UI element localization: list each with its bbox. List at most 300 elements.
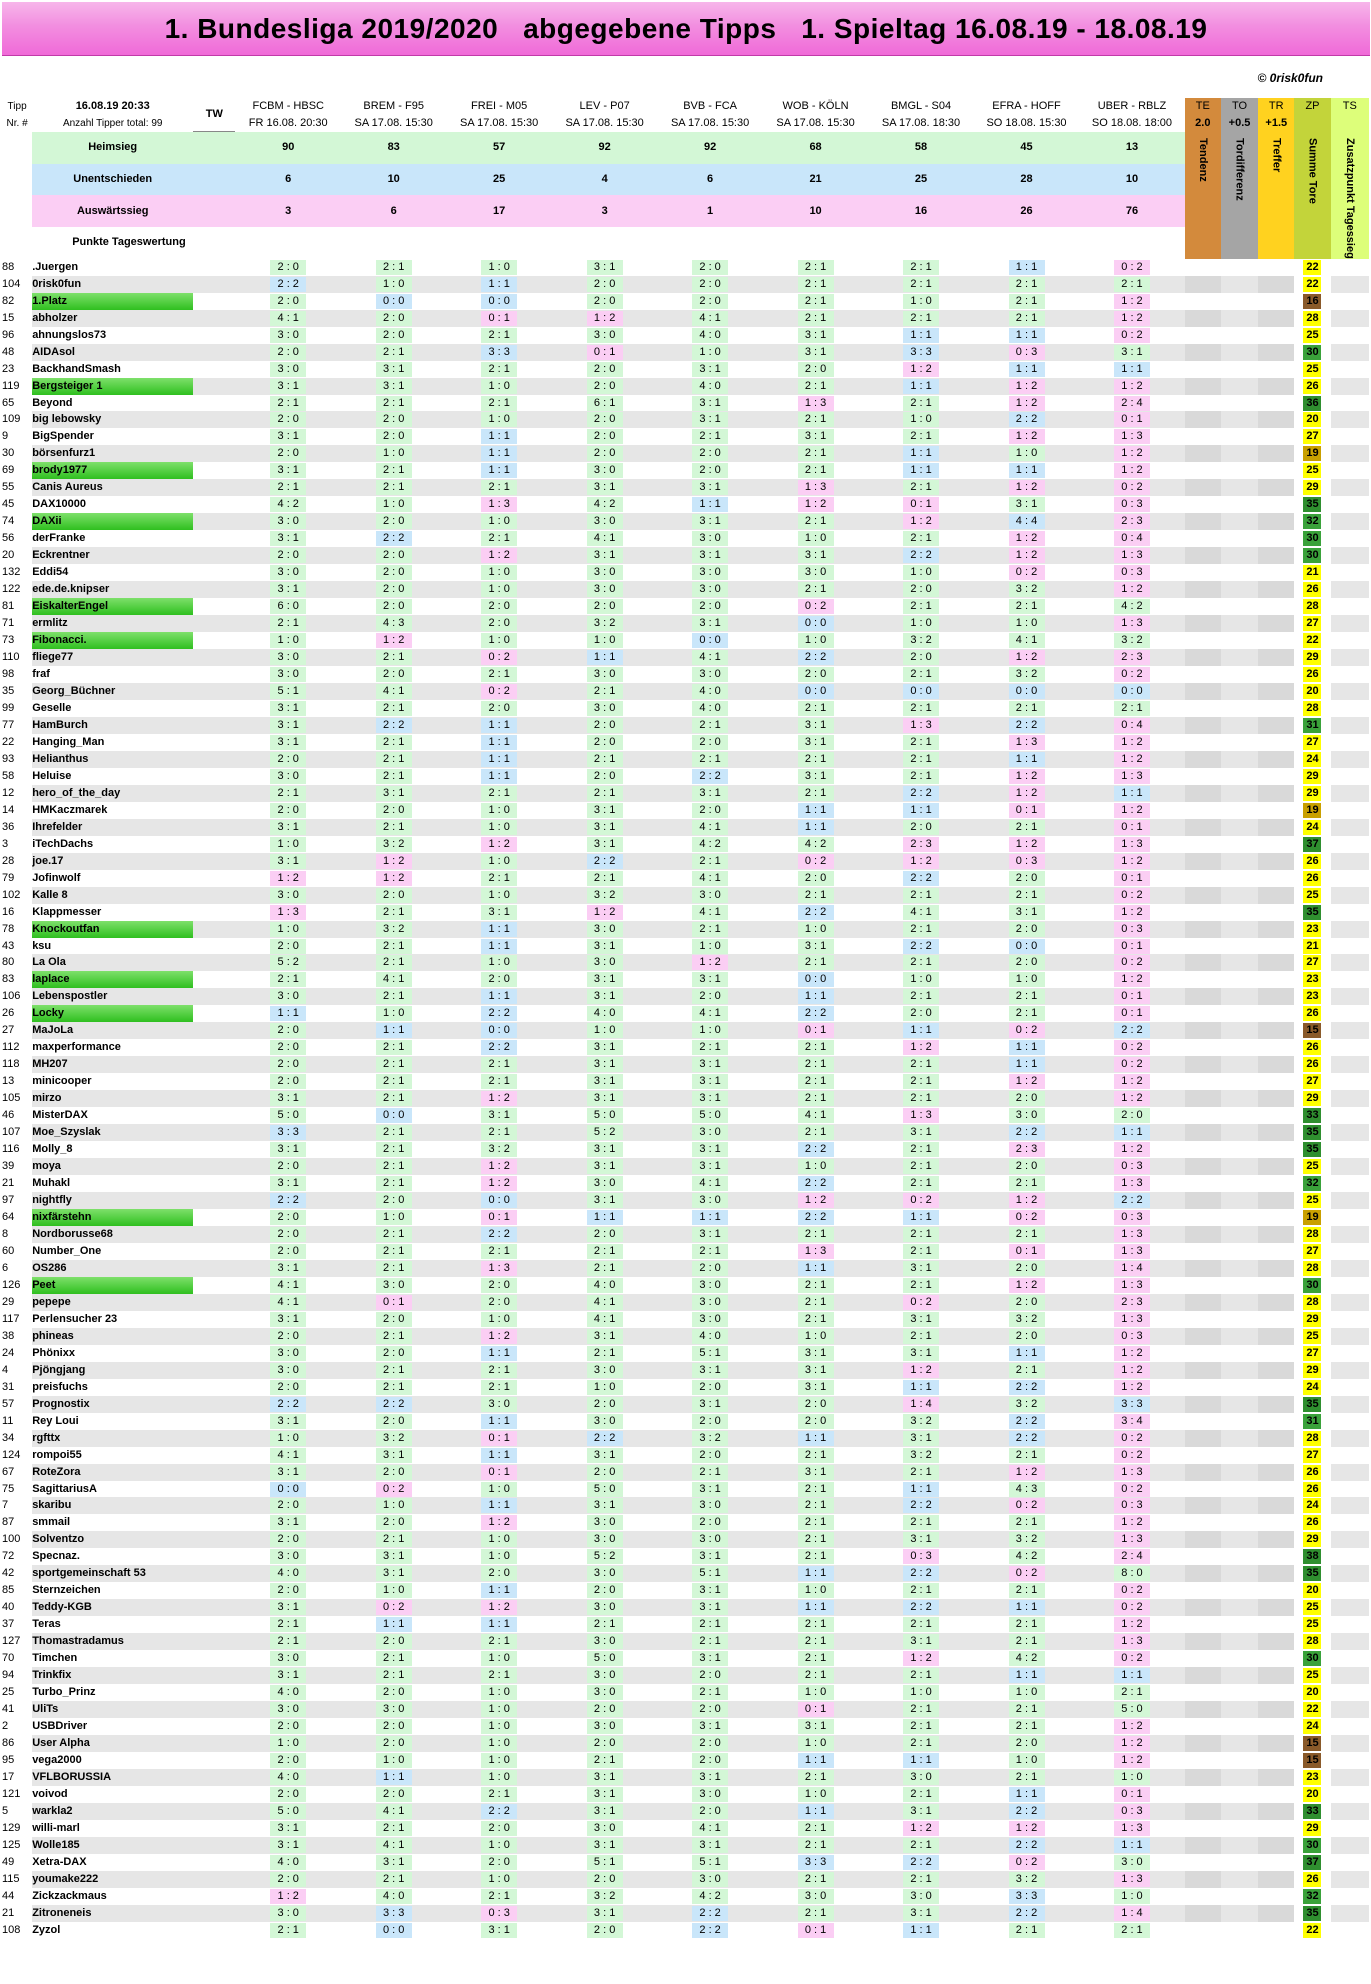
tip-cell bbox=[974, 1430, 1079, 1447]
zp-cell bbox=[1294, 1633, 1330, 1650]
tip-cell bbox=[974, 1073, 1079, 1090]
tw-cell bbox=[193, 1243, 235, 1260]
ts-cell bbox=[1331, 276, 1369, 293]
te-cell bbox=[1185, 819, 1221, 836]
tip-value: 1 : 0 bbox=[1009, 1753, 1045, 1768]
tw-cell bbox=[193, 1005, 235, 1022]
tipper-name: derFranke bbox=[32, 530, 193, 547]
tip-value: 1 : 2 bbox=[1114, 905, 1150, 920]
tip-value: 3 : 1 bbox=[1009, 905, 1045, 920]
ts-cell bbox=[1331, 1175, 1369, 1192]
tip-cell bbox=[1079, 1073, 1184, 1090]
zp-cell bbox=[1294, 462, 1330, 479]
tip-cell bbox=[657, 1616, 762, 1633]
tipper-name: BackhandSmash bbox=[32, 361, 193, 378]
tip-cell bbox=[235, 1328, 340, 1345]
zp-cell bbox=[1294, 1277, 1330, 1294]
tip-cell bbox=[763, 428, 868, 445]
table-row bbox=[2, 1718, 1369, 1735]
tip-cell bbox=[341, 1039, 446, 1056]
ts-cell bbox=[1331, 717, 1369, 734]
tip-value: 0 : 2 bbox=[1114, 480, 1150, 495]
ts-cell bbox=[1331, 1769, 1369, 1786]
zp-cell bbox=[1294, 666, 1330, 683]
tipp-nr: 4 bbox=[2, 1363, 9, 1376]
tipp-nr: 25 bbox=[2, 1684, 32, 1701]
tip-value: 3 : 1 bbox=[903, 1634, 939, 1649]
tip-value: 2 : 1 bbox=[376, 1057, 412, 1072]
tw-cell bbox=[193, 938, 235, 955]
tip-cell bbox=[446, 1141, 551, 1158]
tip-value: 1 : 0 bbox=[903, 412, 939, 427]
tip-value: 1 : 0 bbox=[798, 531, 834, 546]
tw-cell bbox=[193, 751, 235, 768]
tip-value: 2 : 1 bbox=[376, 1159, 412, 1174]
tip-value: 3 : 1 bbox=[270, 379, 306, 394]
tip-cell bbox=[341, 1362, 446, 1379]
to-cell bbox=[1221, 1073, 1258, 1090]
tipp-nr: 22 bbox=[2, 734, 32, 751]
unent-count: 25 bbox=[446, 164, 551, 196]
tip-value: 2 : 0 bbox=[270, 1532, 306, 1547]
tip-value: 3 : 1 bbox=[587, 1448, 623, 1463]
zp-cell bbox=[1294, 581, 1330, 598]
to-cell bbox=[1221, 411, 1258, 428]
tip-value: 3 : 0 bbox=[692, 1498, 728, 1513]
to-cell bbox=[1221, 581, 1258, 598]
tip-value: 1 : 1 bbox=[1009, 1600, 1045, 1615]
tip-value: 1 : 0 bbox=[270, 922, 306, 937]
tw-cell bbox=[193, 1820, 235, 1837]
tip-cell bbox=[974, 1396, 1079, 1413]
table-row bbox=[2, 1039, 1369, 1056]
tip-cell bbox=[552, 802, 657, 819]
tip-value: 2 : 1 bbox=[587, 1244, 623, 1259]
tipp-nr: 13 bbox=[2, 1073, 32, 1090]
tip-cell bbox=[763, 378, 868, 395]
zp-cell bbox=[1294, 1701, 1330, 1718]
tip-cell bbox=[657, 1905, 762, 1922]
tw-cell bbox=[193, 378, 235, 395]
tip-value: 2 : 0 bbox=[376, 1515, 412, 1530]
tip-value: 2 : 0 bbox=[1009, 1261, 1045, 1276]
tip-value: 0 : 2 bbox=[1114, 1482, 1150, 1497]
tip-value: 1 : 2 bbox=[481, 837, 517, 852]
tip-value: 0 : 2 bbox=[1114, 888, 1150, 903]
tip-value: 1 : 1 bbox=[481, 939, 517, 954]
tip-value: 3 : 2 bbox=[481, 1142, 517, 1157]
tip-cell bbox=[552, 428, 657, 445]
tip-value: 1 : 2 bbox=[376, 854, 412, 869]
table-row bbox=[2, 1243, 1369, 1260]
zp-value: 20 bbox=[1303, 684, 1321, 699]
tip-value: 1 : 1 bbox=[692, 1210, 728, 1225]
zp-value: 28 bbox=[1303, 1227, 1321, 1242]
tr-cell bbox=[1258, 870, 1294, 887]
to-cell bbox=[1221, 513, 1258, 530]
tip-cell bbox=[446, 632, 551, 649]
tip-cell bbox=[1079, 836, 1184, 853]
tip-value: 2 : 1 bbox=[1009, 701, 1045, 716]
table-row bbox=[2, 1803, 1369, 1820]
tip-cell bbox=[868, 1226, 973, 1243]
tip-cell bbox=[552, 1311, 657, 1328]
to-cell bbox=[1221, 1803, 1258, 1820]
tip-value: 1 : 0 bbox=[481, 1651, 517, 1666]
tip-value: 2 : 2 bbox=[270, 1193, 306, 1208]
tipp-nr: 16 bbox=[2, 904, 32, 921]
tip-cell bbox=[341, 768, 446, 785]
zp-cell bbox=[1294, 1820, 1330, 1837]
table-row bbox=[2, 1481, 1369, 1498]
tip-value: 2 : 2 bbox=[587, 854, 623, 869]
table-row bbox=[2, 344, 1369, 361]
tip-value: 3 : 0 bbox=[587, 1719, 623, 1734]
tip-value: 4 : 2 bbox=[1009, 1549, 1045, 1564]
tip-cell bbox=[446, 700, 551, 717]
te-cell bbox=[1185, 1718, 1221, 1735]
to-cell bbox=[1221, 276, 1258, 293]
table-row bbox=[2, 1294, 1369, 1311]
tip-value: 5 : 0 bbox=[692, 1108, 728, 1123]
tip-value: 3 : 0 bbox=[692, 1125, 728, 1140]
tip-value: 0 : 0 bbox=[692, 633, 728, 648]
tip-value: 3 : 1 bbox=[270, 1515, 306, 1530]
tip-value: 3 : 1 bbox=[692, 1159, 728, 1174]
te-cell bbox=[1185, 802, 1221, 819]
tip-value: 2 : 2 bbox=[481, 1006, 517, 1021]
tip-value: 3 : 1 bbox=[692, 480, 728, 495]
tip-cell bbox=[974, 1260, 1079, 1277]
tip-cell bbox=[446, 1379, 551, 1396]
tip-value: 1 : 2 bbox=[1114, 379, 1150, 394]
tipper-name: Ihrefelder bbox=[32, 819, 193, 836]
tip-value: 3 : 1 bbox=[270, 1312, 306, 1327]
table-row bbox=[2, 683, 1369, 700]
tipper-name: Eckrentner bbox=[32, 547, 193, 564]
tw-cell bbox=[193, 1701, 235, 1718]
tip-value: 1 : 1 bbox=[903, 379, 939, 394]
tw-cell bbox=[193, 1022, 235, 1039]
tip-cell bbox=[974, 1464, 1079, 1481]
tip-value: 1 : 2 bbox=[481, 1091, 517, 1106]
te-cell bbox=[1185, 1243, 1221, 1260]
tip-value: 2 : 2 bbox=[270, 277, 306, 292]
tip-cell bbox=[446, 496, 551, 513]
tip-cell bbox=[974, 700, 1079, 717]
tip-cell bbox=[974, 632, 1079, 649]
ts-cell bbox=[1331, 768, 1369, 785]
tip-cell bbox=[446, 1277, 551, 1294]
ts-cell bbox=[1331, 1599, 1369, 1616]
tip-cell bbox=[868, 1328, 973, 1345]
ts-cell bbox=[1331, 1277, 1369, 1294]
tip-cell bbox=[235, 1277, 340, 1294]
zp-value: 27 bbox=[1303, 1244, 1321, 1259]
tip-value: 1 : 3 bbox=[270, 905, 306, 920]
tip-cell bbox=[1079, 530, 1184, 547]
tipp-nr: 29 bbox=[2, 1295, 15, 1308]
tip-cell bbox=[552, 904, 657, 921]
tip-cell bbox=[974, 887, 1079, 904]
tip-cell bbox=[974, 1481, 1079, 1498]
tip-value: 1 : 2 bbox=[1114, 854, 1150, 869]
tipper-name: Helianthus bbox=[32, 751, 193, 768]
table-row bbox=[2, 1667, 1369, 1684]
tip-value: 1 : 1 bbox=[1009, 260, 1045, 275]
tip-cell bbox=[657, 1090, 762, 1107]
tip-value: 2 : 0 bbox=[587, 1702, 623, 1717]
tip-value: 2 : 0 bbox=[692, 260, 728, 275]
tip-value: 1 : 2 bbox=[903, 854, 939, 869]
zp-value: 25 bbox=[1303, 1617, 1321, 1632]
tip-value: 0 : 1 bbox=[1114, 871, 1150, 886]
table-row bbox=[2, 1599, 1369, 1616]
tip-value: 3 : 1 bbox=[481, 1923, 517, 1938]
tip-cell bbox=[868, 1769, 973, 1786]
tipper-name: Molly_8 bbox=[32, 1141, 193, 1158]
tip-cell bbox=[868, 1786, 973, 1803]
tip-cell bbox=[1079, 1056, 1184, 1073]
to-cell bbox=[1221, 785, 1258, 802]
ts-cell bbox=[1331, 1531, 1369, 1548]
zp-value: 32 bbox=[1303, 1176, 1321, 1191]
tipp-nr: 30 bbox=[2, 447, 15, 460]
tw-cell bbox=[193, 632, 235, 649]
tip-value: 2 : 0 bbox=[376, 311, 412, 326]
tip-cell bbox=[552, 1277, 657, 1294]
tip-cell bbox=[763, 1667, 868, 1684]
tip-cell bbox=[1079, 547, 1184, 564]
tip-cell bbox=[341, 1056, 446, 1073]
table-row bbox=[2, 1514, 1369, 1531]
tip-cell bbox=[763, 1141, 868, 1158]
tipper-name: Zickzackmaus bbox=[32, 1888, 193, 1905]
tip-cell bbox=[341, 785, 446, 802]
tip-cell bbox=[446, 666, 551, 683]
tip-value: 1 : 0 bbox=[798, 1583, 834, 1598]
table-row bbox=[2, 293, 1369, 310]
tip-cell bbox=[341, 887, 446, 904]
tip-value: 2 : 0 bbox=[587, 1736, 623, 1751]
tip-cell bbox=[1079, 1837, 1184, 1854]
ts-cell bbox=[1331, 1379, 1369, 1396]
tip-cell bbox=[446, 547, 551, 564]
te-cell bbox=[1185, 1616, 1221, 1633]
ts-cell bbox=[1331, 344, 1369, 361]
tip-cell bbox=[868, 1124, 973, 1141]
tip-value: 2 : 1 bbox=[270, 1634, 306, 1649]
tr-cell bbox=[1258, 462, 1294, 479]
tipp-nr: 27 bbox=[2, 1024, 15, 1037]
tip-cell bbox=[868, 1497, 973, 1514]
tip-cell bbox=[552, 530, 657, 547]
tip-cell bbox=[1079, 1565, 1184, 1582]
tip-cell bbox=[657, 1039, 762, 1056]
zp-cell bbox=[1294, 496, 1330, 513]
tr-cell bbox=[1258, 496, 1294, 513]
tip-value: 2 : 0 bbox=[1009, 871, 1045, 886]
to-cell bbox=[1221, 1039, 1258, 1056]
tip-value: 2 : 1 bbox=[1009, 1227, 1045, 1242]
to-cell bbox=[1221, 598, 1258, 615]
tip-cell bbox=[446, 1667, 551, 1684]
tip-cell bbox=[974, 971, 1079, 988]
tip-cell bbox=[235, 1531, 340, 1548]
tip-cell bbox=[552, 1226, 657, 1243]
tip-cell bbox=[341, 1565, 446, 1582]
tip-value: 1 : 0 bbox=[692, 1023, 728, 1038]
tipp-nr: 9 bbox=[2, 428, 32, 445]
te-cell bbox=[1185, 1362, 1221, 1379]
tipp-nr: 49 bbox=[2, 1854, 32, 1871]
tr-label bbox=[1258, 132, 1294, 259]
tipper-name: Peet bbox=[32, 1277, 193, 1294]
tip-value: 2 : 2 bbox=[1009, 1125, 1045, 1140]
tip-value: 1 : 0 bbox=[481, 1736, 517, 1751]
tip-value: 3 : 1 bbox=[692, 786, 728, 801]
tip-value: 2 : 1 bbox=[1009, 1176, 1045, 1191]
tr-cell bbox=[1258, 1124, 1294, 1141]
tip-cell bbox=[552, 683, 657, 700]
tip-value: 2 : 2 bbox=[376, 1397, 412, 1412]
tip-value: 2 : 1 bbox=[798, 1482, 834, 1497]
zp-cell bbox=[1294, 1650, 1330, 1667]
tip-cell bbox=[974, 1650, 1079, 1667]
tipper-name: ermlitz bbox=[32, 615, 193, 632]
tip-value: 0 : 3 bbox=[1114, 497, 1150, 512]
tip-cell bbox=[552, 1667, 657, 1684]
table-row bbox=[2, 1362, 1369, 1379]
tip-value: 1 : 0 bbox=[1009, 446, 1045, 461]
tip-cell bbox=[341, 1107, 446, 1124]
tip-value: 2 : 2 bbox=[376, 718, 412, 733]
tip-value: 0 : 0 bbox=[1009, 939, 1045, 954]
tip-value: 1 : 0 bbox=[481, 1532, 517, 1547]
te-cell bbox=[1185, 581, 1221, 598]
tip-cell bbox=[657, 530, 762, 547]
table-row bbox=[2, 445, 1369, 462]
tip-value: 0 : 1 bbox=[1114, 820, 1150, 835]
tip-value: 0 : 0 bbox=[481, 1193, 517, 1208]
tr-header: TR bbox=[1258, 98, 1294, 115]
tip-value: 2 : 0 bbox=[692, 1380, 728, 1395]
tip-value: 3 : 0 bbox=[587, 1668, 623, 1683]
tip-cell bbox=[552, 1107, 657, 1124]
tw-cell bbox=[193, 479, 235, 496]
tw-cell bbox=[193, 819, 235, 836]
tip-cell bbox=[235, 1090, 340, 1107]
unent-count: 10 bbox=[341, 164, 446, 196]
tip-cell bbox=[763, 1786, 868, 1803]
tip-value: 1 : 1 bbox=[798, 1431, 834, 1446]
tip-value: 2 : 1 bbox=[903, 1617, 939, 1632]
tip-cell bbox=[1079, 293, 1184, 310]
ts-cell bbox=[1331, 1124, 1369, 1141]
tip-cell bbox=[868, 971, 973, 988]
tip-cell bbox=[763, 666, 868, 683]
tip-cell bbox=[1079, 344, 1184, 361]
to-cell bbox=[1221, 1888, 1258, 1905]
tip-value: 3 : 1 bbox=[270, 1465, 306, 1480]
tipp-nr: 14 bbox=[2, 802, 32, 819]
tip-value: 4 : 0 bbox=[587, 1278, 623, 1293]
tw-cell bbox=[193, 1141, 235, 1158]
tip-cell bbox=[446, 1413, 551, 1430]
tipp-nr: 118 bbox=[2, 1058, 20, 1071]
to-cell bbox=[1221, 1735, 1258, 1752]
tipp-nr: 129 bbox=[2, 1820, 32, 1837]
tr-cell bbox=[1258, 853, 1294, 870]
table-row bbox=[2, 1633, 1369, 1650]
tip-cell bbox=[552, 1005, 657, 1022]
tip-cell bbox=[341, 1633, 446, 1650]
tip-cell bbox=[552, 1565, 657, 1582]
tip-cell bbox=[552, 411, 657, 428]
zp-cell bbox=[1294, 378, 1330, 395]
tip-cell bbox=[552, 870, 657, 887]
tip-value: 1 : 3 bbox=[1114, 1465, 1150, 1480]
tip-value: 3 : 1 bbox=[270, 735, 306, 750]
tip-value: 3 : 1 bbox=[587, 1804, 623, 1819]
tip-value: 2 : 1 bbox=[481, 1787, 517, 1802]
tip-cell bbox=[235, 1362, 340, 1379]
tip-value: 2 : 1 bbox=[376, 1091, 412, 1106]
tip-value: 3 : 3 bbox=[270, 1125, 306, 1140]
tip-cell bbox=[974, 1005, 1079, 1022]
tip-value: 2 : 1 bbox=[376, 260, 412, 275]
tip-value: 2 : 0 bbox=[481, 616, 517, 631]
tip-cell bbox=[1079, 1396, 1184, 1413]
tip-cell bbox=[1079, 1514, 1184, 1531]
tip-cell bbox=[1079, 1175, 1184, 1192]
tip-value: 2 : 1 bbox=[798, 701, 834, 716]
tip-cell bbox=[552, 1650, 657, 1667]
tip-value: 0 : 2 bbox=[481, 650, 517, 665]
game-date: SA 17.08. 15:30 bbox=[460, 116, 539, 129]
tip-cell bbox=[974, 1497, 1079, 1514]
tip-value: 1 : 0 bbox=[798, 1329, 834, 1344]
tip-cell bbox=[657, 1667, 762, 1684]
tip-value: 2 : 0 bbox=[376, 1346, 412, 1361]
tip-value: 2 : 1 bbox=[798, 412, 834, 427]
tip-value: 2 : 0 bbox=[692, 1261, 728, 1276]
tipp-nr: 8 bbox=[2, 1227, 9, 1240]
tip-cell bbox=[1079, 1243, 1184, 1260]
tip-cell bbox=[868, 1362, 973, 1379]
zp-value: 24 bbox=[1303, 820, 1321, 835]
tip-value: 3 : 1 bbox=[692, 1583, 728, 1598]
tip-value: 3 : 0 bbox=[692, 582, 728, 597]
tip-value: 2 : 0 bbox=[270, 1719, 306, 1734]
tip-cell bbox=[763, 887, 868, 904]
ts-cell bbox=[1331, 496, 1369, 513]
game-header: BMGL - S04 bbox=[890, 99, 952, 112]
tipper-name: youmake222 bbox=[32, 1871, 193, 1888]
tip-value: 1 : 1 bbox=[903, 1482, 939, 1497]
ts-cell bbox=[1331, 1294, 1369, 1311]
tip-value: 2 : 2 bbox=[481, 1227, 517, 1242]
tip-cell bbox=[868, 785, 973, 802]
tip-cell bbox=[657, 1056, 762, 1073]
tipper-name: Muhakl bbox=[32, 1175, 193, 1192]
tip-cell bbox=[657, 276, 762, 293]
tip-value: 2 : 1 bbox=[376, 1040, 412, 1055]
tipp-nr: 97 bbox=[2, 1194, 15, 1207]
tip-value: 3 : 1 bbox=[692, 1091, 728, 1106]
tip-value: 3 : 1 bbox=[587, 1074, 623, 1089]
tr-cell bbox=[1258, 938, 1294, 955]
